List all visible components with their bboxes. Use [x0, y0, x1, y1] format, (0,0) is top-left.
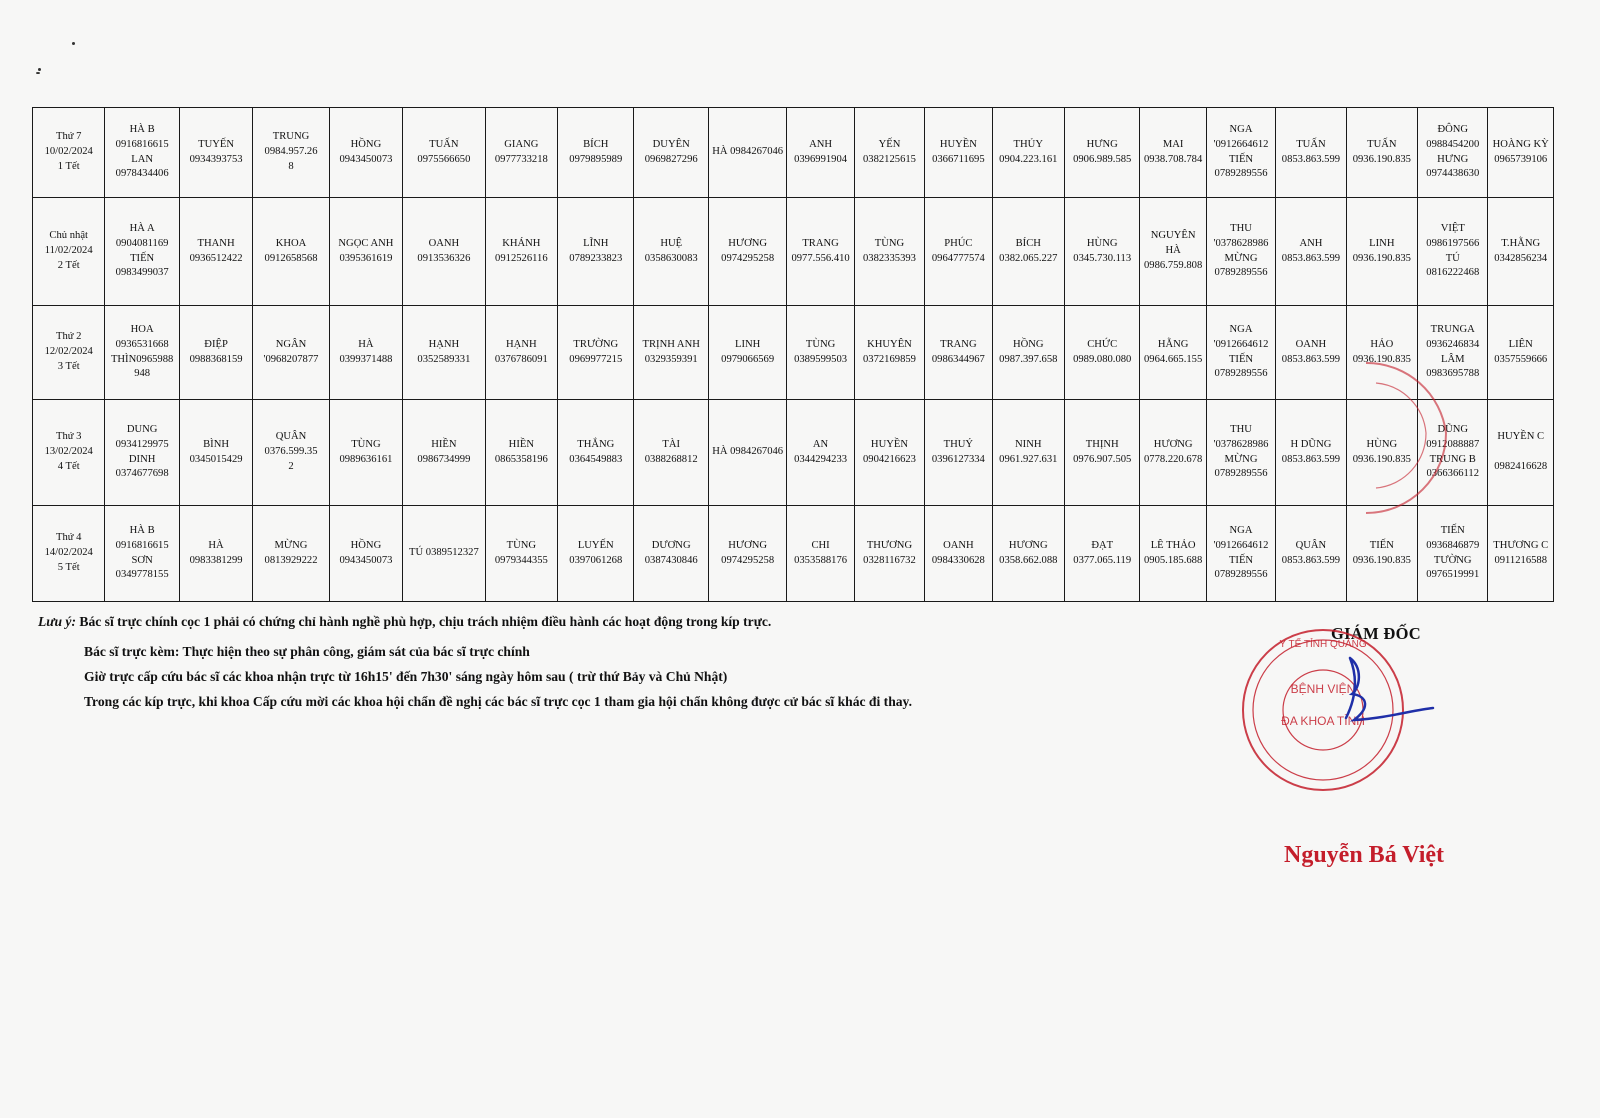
duty-cell: TRƯỜNG 0969977215 — [558, 306, 634, 400]
duty-cell: TRANG 0977.556.410 — [787, 198, 854, 306]
duty-cell: HƯNG 0906.989.585 — [1064, 108, 1139, 198]
duty-cell: NGA '0912664612 TIẾN 0789289556 — [1206, 108, 1275, 198]
note-label: Lưu ý: — [38, 614, 76, 629]
duty-cell: HUYỀN C 0982416628 — [1488, 400, 1554, 506]
duty-cell: THẮNG 0364549883 — [558, 400, 634, 506]
duty-cell: DŨNG 0912088887 TRUNG B 0366366112 — [1418, 400, 1488, 506]
duty-cell: LUYẾN 0397061268 — [558, 506, 634, 602]
duty-cell: HOA 0936531668 THÌN0965988 948 — [105, 306, 179, 400]
director-title: GIÁM ĐỐC — [1331, 624, 1421, 643]
stamp-center-text-1: BỆNH VIỆN — [1290, 682, 1356, 696]
duty-cell: DUYÊN 0969827296 — [634, 108, 708, 198]
stamp-ring-text: Y TẾ TỈNH QUẢNG — [1279, 639, 1367, 650]
duty-cell: TIẾN 0936846879 TƯỜNG 0976519991 — [1418, 506, 1488, 602]
duty-cell: HỒNG 0943450073 — [329, 108, 402, 198]
duty-cell: LINH 0936.190.835 — [1346, 198, 1417, 306]
duty-cell: ĐIỆP 0988368159 — [179, 306, 252, 400]
duty-cell: HẢO 0936.190.835 — [1346, 306, 1417, 400]
duty-cell: CHI 0353588176 — [787, 506, 854, 602]
note-text-1: Bác sĩ trực chính cọc 1 phải có chứng chỉ hành nghề phù hợp, chịu trách nhiệm điều hành các hoạt động trong kíp trực. — [79, 614, 772, 629]
duty-cell: LIÊN 0357559666 — [1488, 306, 1554, 400]
duty-cell: TÙNG 0389599503 — [787, 306, 854, 400]
duty-cell: YẾN 0382125615 — [854, 108, 924, 198]
duty-cell: HUỆ 0358630083 — [634, 198, 708, 306]
day-cell: Thứ 7 10/02/2024 1 Tết — [33, 108, 105, 198]
duty-cell: THỊNH 0976.907.505 — [1064, 400, 1139, 506]
day-cell: Thứ 4 14/02/2024 5 Tết — [33, 506, 105, 602]
duty-cell: TUẤN 0853.863.599 — [1276, 108, 1346, 198]
duty-cell: MỪNG 0813929222 — [253, 506, 329, 602]
duty-cell: BÍCH 0382.065.227 — [992, 198, 1064, 306]
roster-row — [33, 400, 1554, 506]
duty-cell: ANH 0396991904 — [787, 108, 854, 198]
duty-cell: THƯƠNG C 0911216588 — [1488, 506, 1554, 602]
duty-cell: HƯƠNG 0358.662.088 — [992, 506, 1064, 602]
duty-cell: HÙNG 0936.190.835 — [1346, 400, 1417, 506]
duty-cell: AN 0344294233 — [787, 400, 854, 506]
duty-cell: HẰNG 0964.665.155 — [1140, 306, 1206, 400]
duty-cell: HƯƠNG 0974295258 — [708, 506, 786, 602]
note-line-2: Bác sĩ trực kèm: Thực hiện theo sự phân công, giám sát của bác sĩ trực chính — [84, 644, 530, 659]
duty-cell: TUYẾN 0934393753 — [179, 108, 252, 198]
duty-cell: PHÚC 0964777574 — [925, 198, 992, 306]
duty-cell: T.HẰNG 0342856234 — [1488, 198, 1554, 306]
duty-cell: HẠNH 0352589331 — [403, 306, 485, 400]
duty-cell: HỒNG 0943450073 — [329, 506, 402, 602]
director-signature — [1328, 648, 1438, 738]
duty-cell: GIANG 0977733218 — [485, 108, 557, 198]
duty-cell: TÚ 0389512327 — [403, 506, 485, 602]
duty-cell: THƯƠNG 0328116732 — [854, 506, 924, 602]
duty-cell: TÙNG 0382335393 — [854, 198, 924, 306]
duty-cell: THU '0378628986 MỪNG 0789289556 — [1206, 198, 1275, 306]
duty-cell: LÊ THẢO 0905.185.688 — [1140, 506, 1206, 602]
note-line-4: Trong các kíp trực, khi khoa Cấp cứu mời các khoa hội chẩn đề nghị các bác sĩ trực cọc 1 tham gia hội chẩn không được cử bác sĩ khác đi thay. — [84, 694, 912, 709]
duty-cell: HÀ 0984267046 — [708, 108, 786, 198]
duty-cell: TRUNGA 0936246834 LÂM 0983695788 — [1418, 306, 1488, 400]
duty-cell: THUÝ 0396127334 — [925, 400, 992, 506]
duty-cell: TRỊNH ANH 0329359391 — [634, 306, 708, 400]
note-line-3: Giờ trực cấp cứu bác sĩ các khoa nhận trực từ 16h15' đến 7h30' sáng ngày hôm sau ( trừ thứ Bảy và Chủ Nhật) — [84, 669, 728, 684]
duty-cell: HÀ 0983381299 — [179, 506, 252, 602]
duty-cell: HÀ 0984267046 — [708, 400, 786, 506]
duty-cell: KHUYÊN 0372169859 — [854, 306, 924, 400]
duty-cell: QUÂN 0376.599.35 2 — [253, 400, 329, 506]
duty-roster-table — [32, 107, 1554, 602]
duty-cell: NGA '0912664612 TIẾN 0789289556 — [1206, 506, 1275, 602]
duty-cell: NGÂN '0968207877 — [253, 306, 329, 400]
duty-cell: HỒNG 0987.397.658 — [992, 306, 1064, 400]
duty-cell: OANH 0984330628 — [925, 506, 992, 602]
duty-cell: OANH 0913536326 — [403, 198, 485, 306]
duty-cell: HÀ 0399371488 — [329, 306, 402, 400]
duty-cell: TÙNG 0979344355 — [485, 506, 557, 602]
duty-cell: NGA '0912664612 TIẾN 0789289556 — [1206, 306, 1275, 400]
duty-cell: BÌNH 0345015429 — [179, 400, 252, 506]
hospital-seal-stamp-partial — [1346, 338, 1466, 528]
duty-cell: TRUNG 0984.957.26 8 — [253, 108, 329, 198]
day-cell: Thứ 3 13/02/2024 4 Tết — [33, 400, 105, 506]
stamp-center-text-2: ĐA KHOA TỈNH — [1281, 714, 1365, 728]
duty-cell: TRANG 0986344967 — [925, 306, 992, 400]
duty-cell: HÙNG 0345.730.113 — [1064, 198, 1139, 306]
roster-row — [33, 306, 1554, 400]
duty-cell: TÙNG 0989636161 — [329, 400, 402, 506]
duty-cell: HƯƠNG 0974295258 — [708, 198, 786, 306]
duty-cell: ĐÔNG 0988454200 HƯNG 0974438630 — [1418, 108, 1488, 198]
duty-cell: BÍCH 0979895989 — [558, 108, 634, 198]
duty-cell: TÀI 0388268812 — [634, 400, 708, 506]
duty-cell: DUNG 0934129975 DINH 0374677698 — [105, 400, 179, 506]
duty-cell: TIẾN 0936.190.835 — [1346, 506, 1417, 602]
duty-cell: LINH 0979066569 — [708, 306, 786, 400]
duty-cell: TUẤN 0936.190.835 — [1346, 108, 1417, 198]
roster-row — [33, 506, 1554, 602]
duty-cell: KHOA 0912658568 — [253, 198, 329, 306]
day-cell: Chủ nhật 11/02/2024 2 Tết — [33, 198, 105, 306]
duty-cell: HÀ B 0916816615 SƠN 0349778155 — [105, 506, 179, 602]
duty-cell: HUYỀN 0904216623 — [854, 400, 924, 506]
duty-cell: MAI 0938.708.784 — [1140, 108, 1206, 198]
duty-cell: THU '0378628986 MỪNG 0789289556 — [1206, 400, 1275, 506]
duty-cell: DƯƠNG 0387430846 — [634, 506, 708, 602]
duty-cell: THANH 0936512422 — [179, 198, 252, 306]
duty-cell: HÀ A 0904081169 TIẾN 0983499037 — [105, 198, 179, 306]
duty-cell: VIỆT 0986197566 TÚ 0816222468 — [1418, 198, 1488, 306]
duty-cell: ANH 0853.863.599 — [1276, 198, 1346, 306]
roster-row — [33, 198, 1554, 306]
duty-cell: LĨNH 0789233823 — [558, 198, 634, 306]
duty-cell: HIỀN 0865358196 — [485, 400, 557, 506]
duty-cell: HÀ B 0916816615 LAN 0978434406 — [105, 108, 179, 198]
day-cell: Thứ 2 12/02/2024 3 Tết — [33, 306, 105, 400]
duty-cell: NGUYÊN HÀ 0986.759.808 — [1140, 198, 1206, 306]
duty-cell: NGỌC ANH 0395361619 — [329, 198, 402, 306]
duty-cell: THỦY 0904.223.161 — [992, 108, 1064, 198]
duty-cell: NINH 0961.927.631 — [992, 400, 1064, 506]
duty-cell: OANH 0853.863.599 — [1276, 306, 1346, 400]
note-line-1 — [38, 614, 771, 630]
duty-cell: HẠNH 0376786091 — [485, 306, 557, 400]
duty-cell: HƯƠNG 0778.220.678 — [1140, 400, 1206, 506]
duty-cell: H DŨNG 0853.863.599 — [1276, 400, 1346, 506]
duty-cell: CHỨC 0989.080.080 — [1064, 306, 1139, 400]
duty-cell: ĐẠT 0377.065.119 — [1064, 506, 1139, 602]
director-name: Nguyễn Bá Việt — [1284, 842, 1445, 868]
duty-cell: TUẤN 0975566650 — [403, 108, 485, 198]
duty-cell: HOÀNG KỲ 0965739106 — [1488, 108, 1554, 198]
duty-cell: HUYỀN 0366711695 — [925, 108, 992, 198]
duty-cell: KHÁNH 0912526116 — [485, 198, 557, 306]
roster-row — [33, 108, 1554, 198]
duty-cell: HIỀN 0986734999 — [403, 400, 485, 506]
duty-cell: QUÂN 0853.863.599 — [1276, 506, 1346, 602]
